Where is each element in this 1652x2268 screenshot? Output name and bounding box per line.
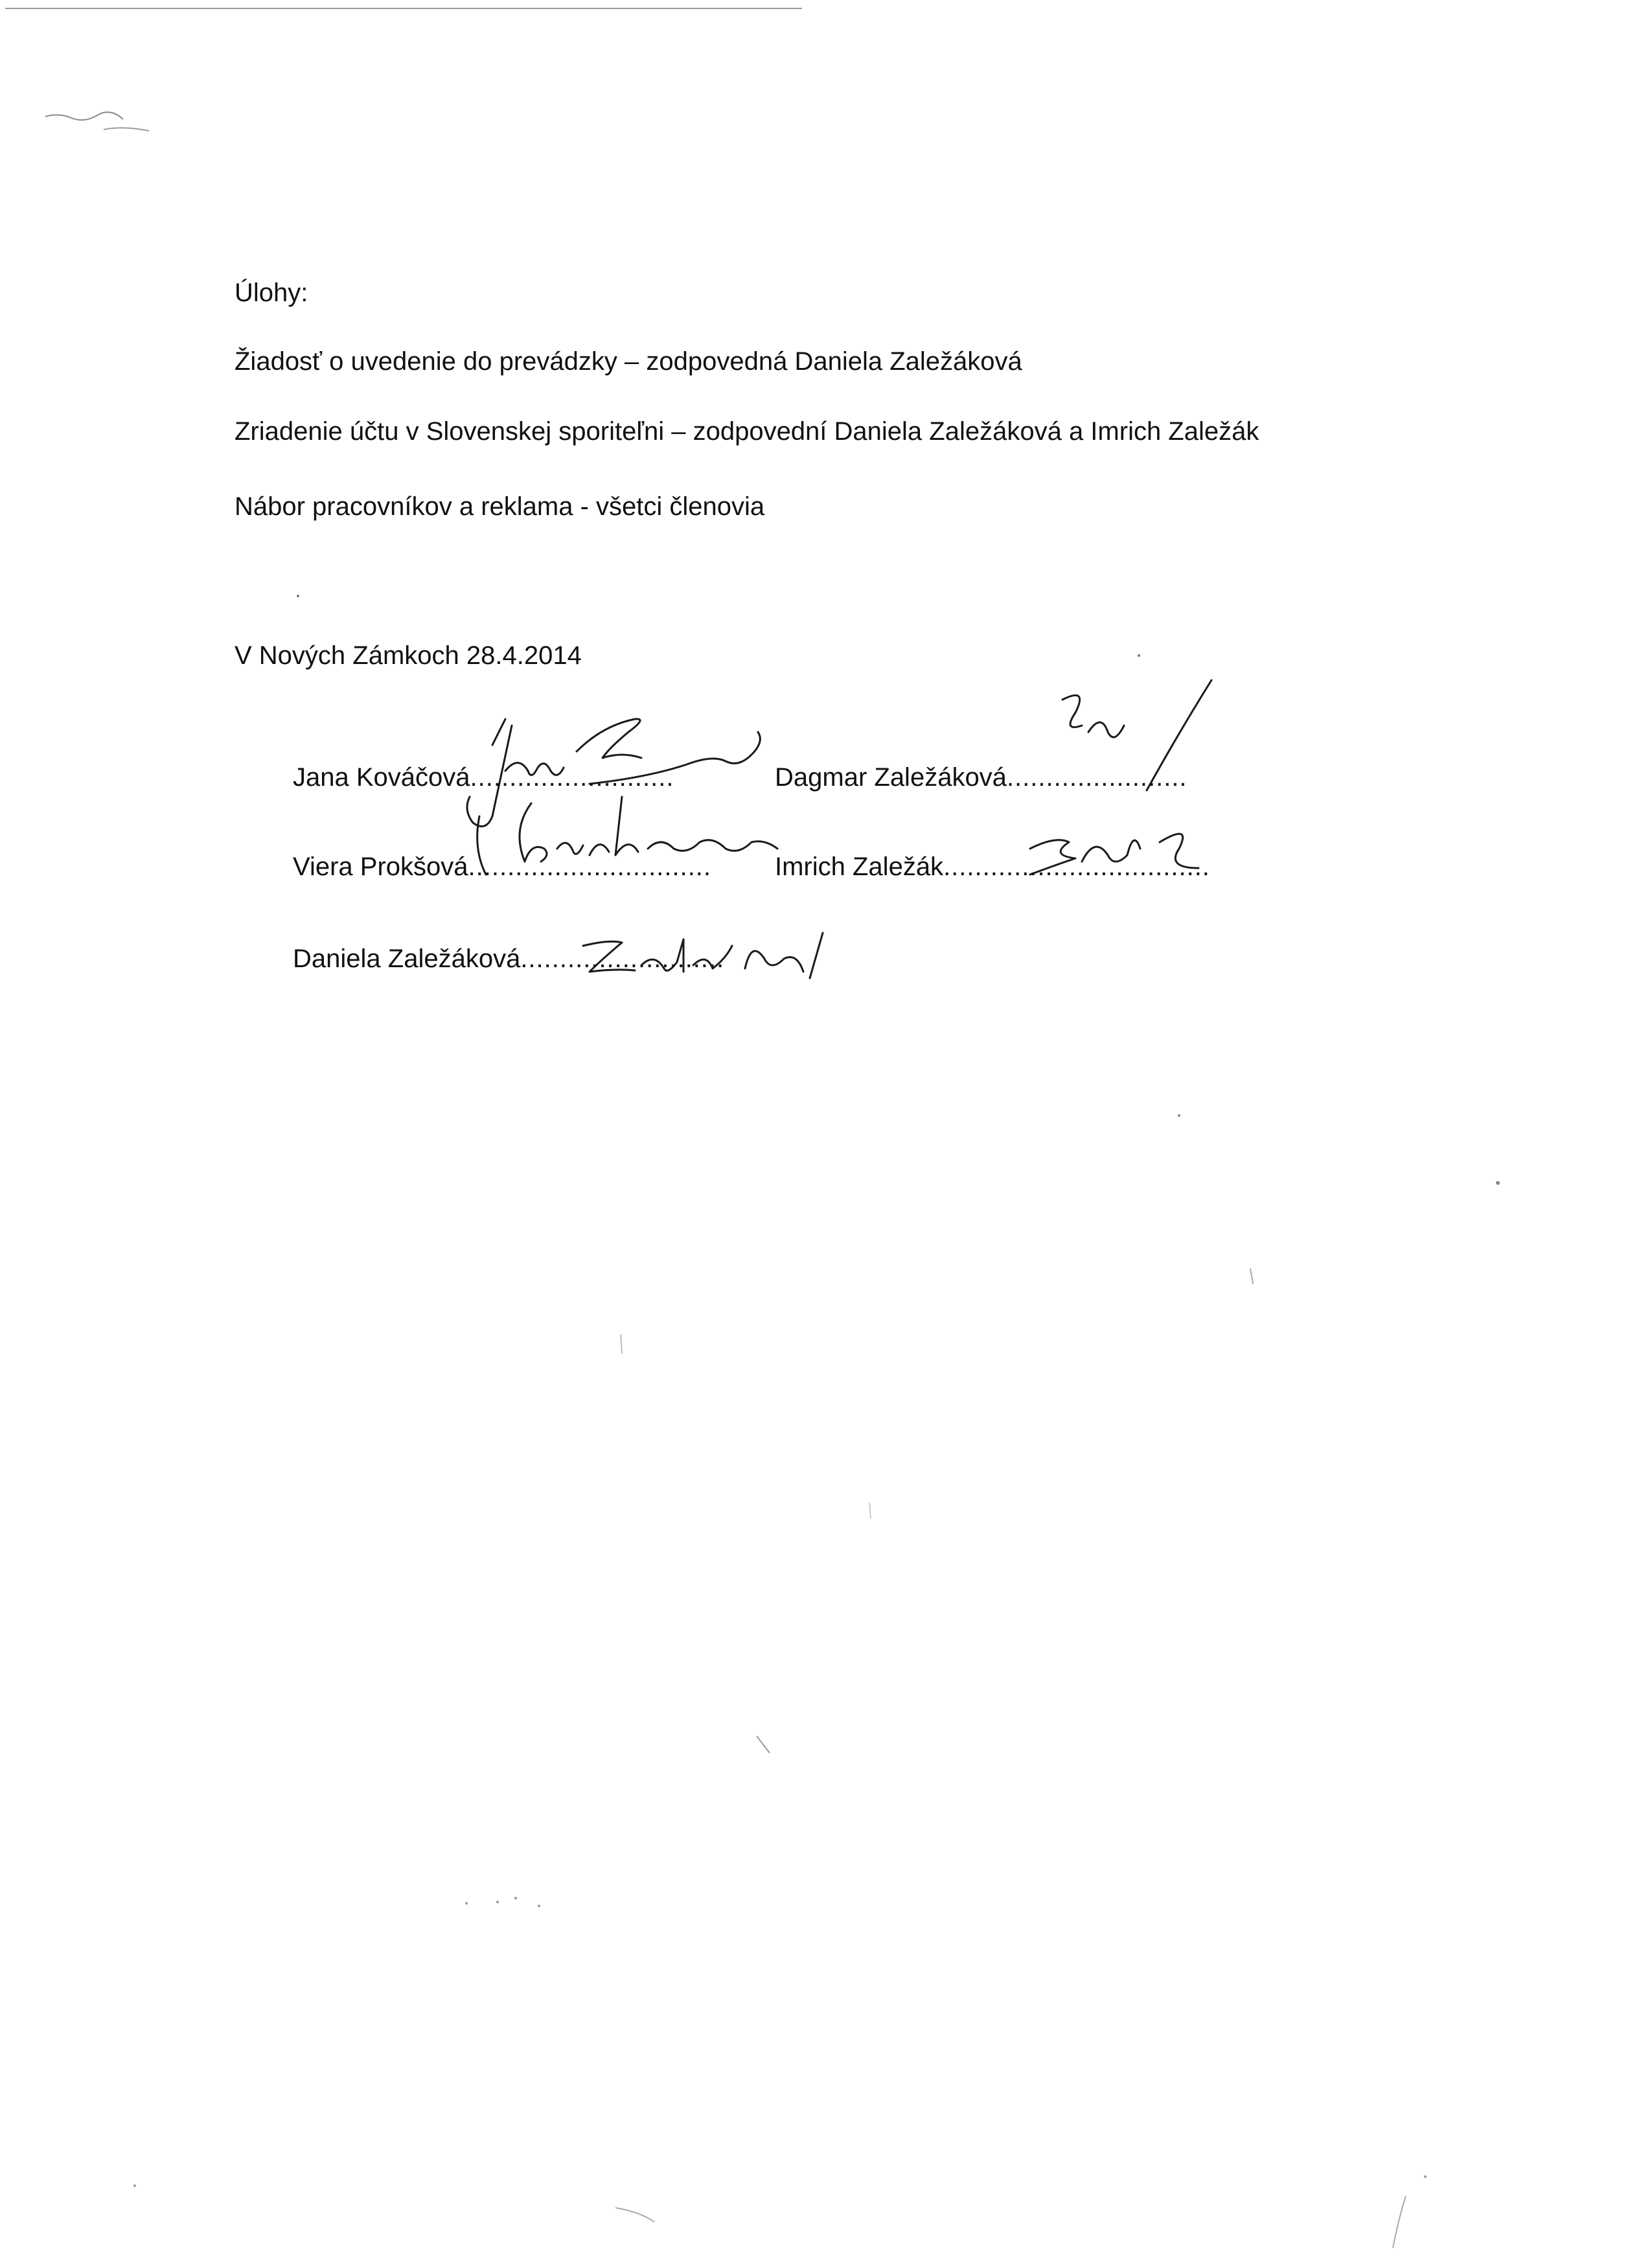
signatory-name: Viera Prokšová (293, 853, 468, 881)
signature-line: ....................... (1006, 763, 1187, 792)
signatory-name: Jana Kováčová (293, 763, 470, 792)
signature-viera-proksova (453, 790, 816, 900)
signature-line: .......................... (470, 763, 674, 792)
signatory-name: Daniela Zaležáková (293, 945, 521, 973)
signature-dagmar-zalezakova (1147, 680, 1211, 790)
top-scan-rule (5, 8, 802, 9)
signature-line: .................................. (943, 853, 1210, 881)
signatory-name: Imrich Zaležák (775, 853, 944, 881)
task-item-1: Žiadosť o uvedenie do prevádzky – zodpovedná Daniela Zaležáková (235, 347, 1022, 376)
tasks-heading: Úlohy: (235, 279, 308, 307)
signature-line: ............................... (468, 853, 712, 881)
scan-artifact (39, 104, 168, 143)
signature-imrich-zalezak (1017, 810, 1237, 888)
signature-line: .......................... (520, 945, 725, 973)
task-item-3: Nábor pracovníkov a reklama - všetci členovia (235, 492, 765, 521)
signature-daniela-zalezakova (570, 920, 881, 998)
place-date: V Nových Zámkoch 28.4.2014 (235, 641, 582, 670)
task-item-2: Zriadenie účtu v Slovenskej sporiteľni – zodpovední Daniela Zaležáková a Imrich Zaležák (235, 417, 1259, 446)
signatory-name: Dagmar Zaležáková (775, 763, 1007, 792)
